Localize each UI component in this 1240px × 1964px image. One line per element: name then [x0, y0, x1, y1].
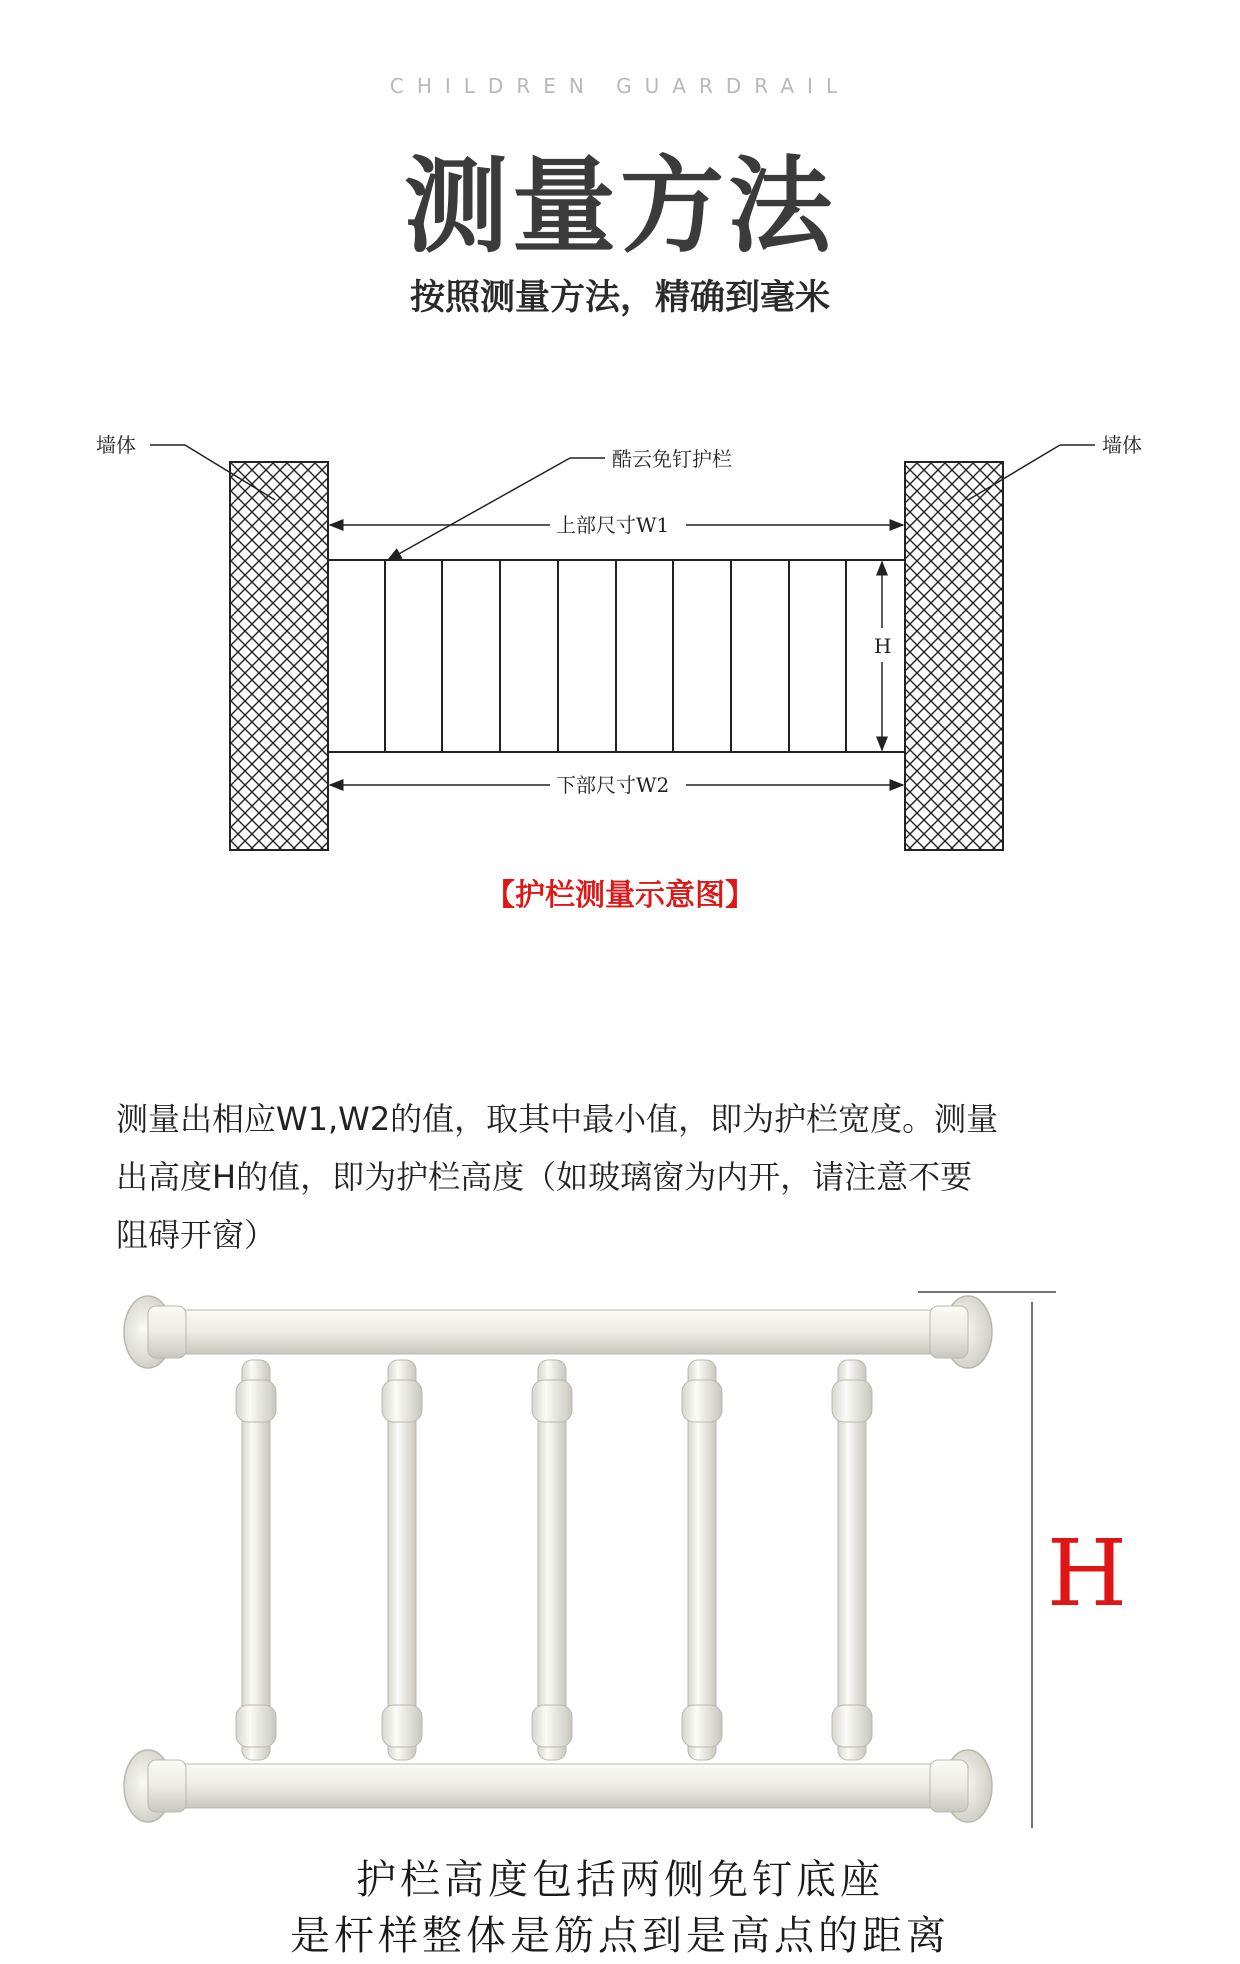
- page-subtitle: 按照测量方法，精确到毫米: [409, 278, 830, 318]
- rail-label: 酷云免钉护栏: [612, 447, 732, 471]
- left-wall-label: 墙体: [96, 433, 136, 457]
- measurement-description: [116, 1090, 1126, 1264]
- diagram-caption: 【护栏测量示意图】: [485, 878, 755, 913]
- page-title: 测量方法: [403, 145, 836, 267]
- height-dimension-label: H: [874, 634, 892, 658]
- bottom-rail: [124, 1750, 992, 1822]
- photo-caption-line: 护栏高度包括两侧免钉底座: [356, 1857, 884, 1903]
- top-rail: [124, 1296, 992, 1368]
- photo-caption-line: 是杆样整体是筋点到是高点的距离: [290, 1913, 950, 1959]
- right-wall-label: 墙体: [1102, 433, 1142, 457]
- guardrail-bars: [385, 560, 846, 752]
- top-dimension-label: 上部尺寸W1: [556, 513, 670, 537]
- photo-caption: [0, 1852, 1240, 1964]
- left-wall: [230, 462, 328, 850]
- description-line: 出高度H的值，即为护栏高度（如玻璃窗为内开，请注意不要: [116, 1158, 973, 1196]
- height-label: H: [1046, 1520, 1128, 1627]
- description-line: 阻碍开窗）: [116, 1216, 277, 1254]
- measurement-diagram: [0, 400, 1240, 860]
- english-title: CHILDREN GUARDRAIL: [389, 74, 851, 98]
- right-wall: [905, 462, 1003, 850]
- guardrail-product-image: [0, 1280, 1240, 1840]
- guardrail-posts: [236, 1360, 872, 1760]
- description-line: 测量出相应W1,W2的值，取其中最小值，即为护栏宽度。测量: [116, 1100, 999, 1138]
- bottom-dimension-label: 下部尺寸W2: [556, 773, 670, 797]
